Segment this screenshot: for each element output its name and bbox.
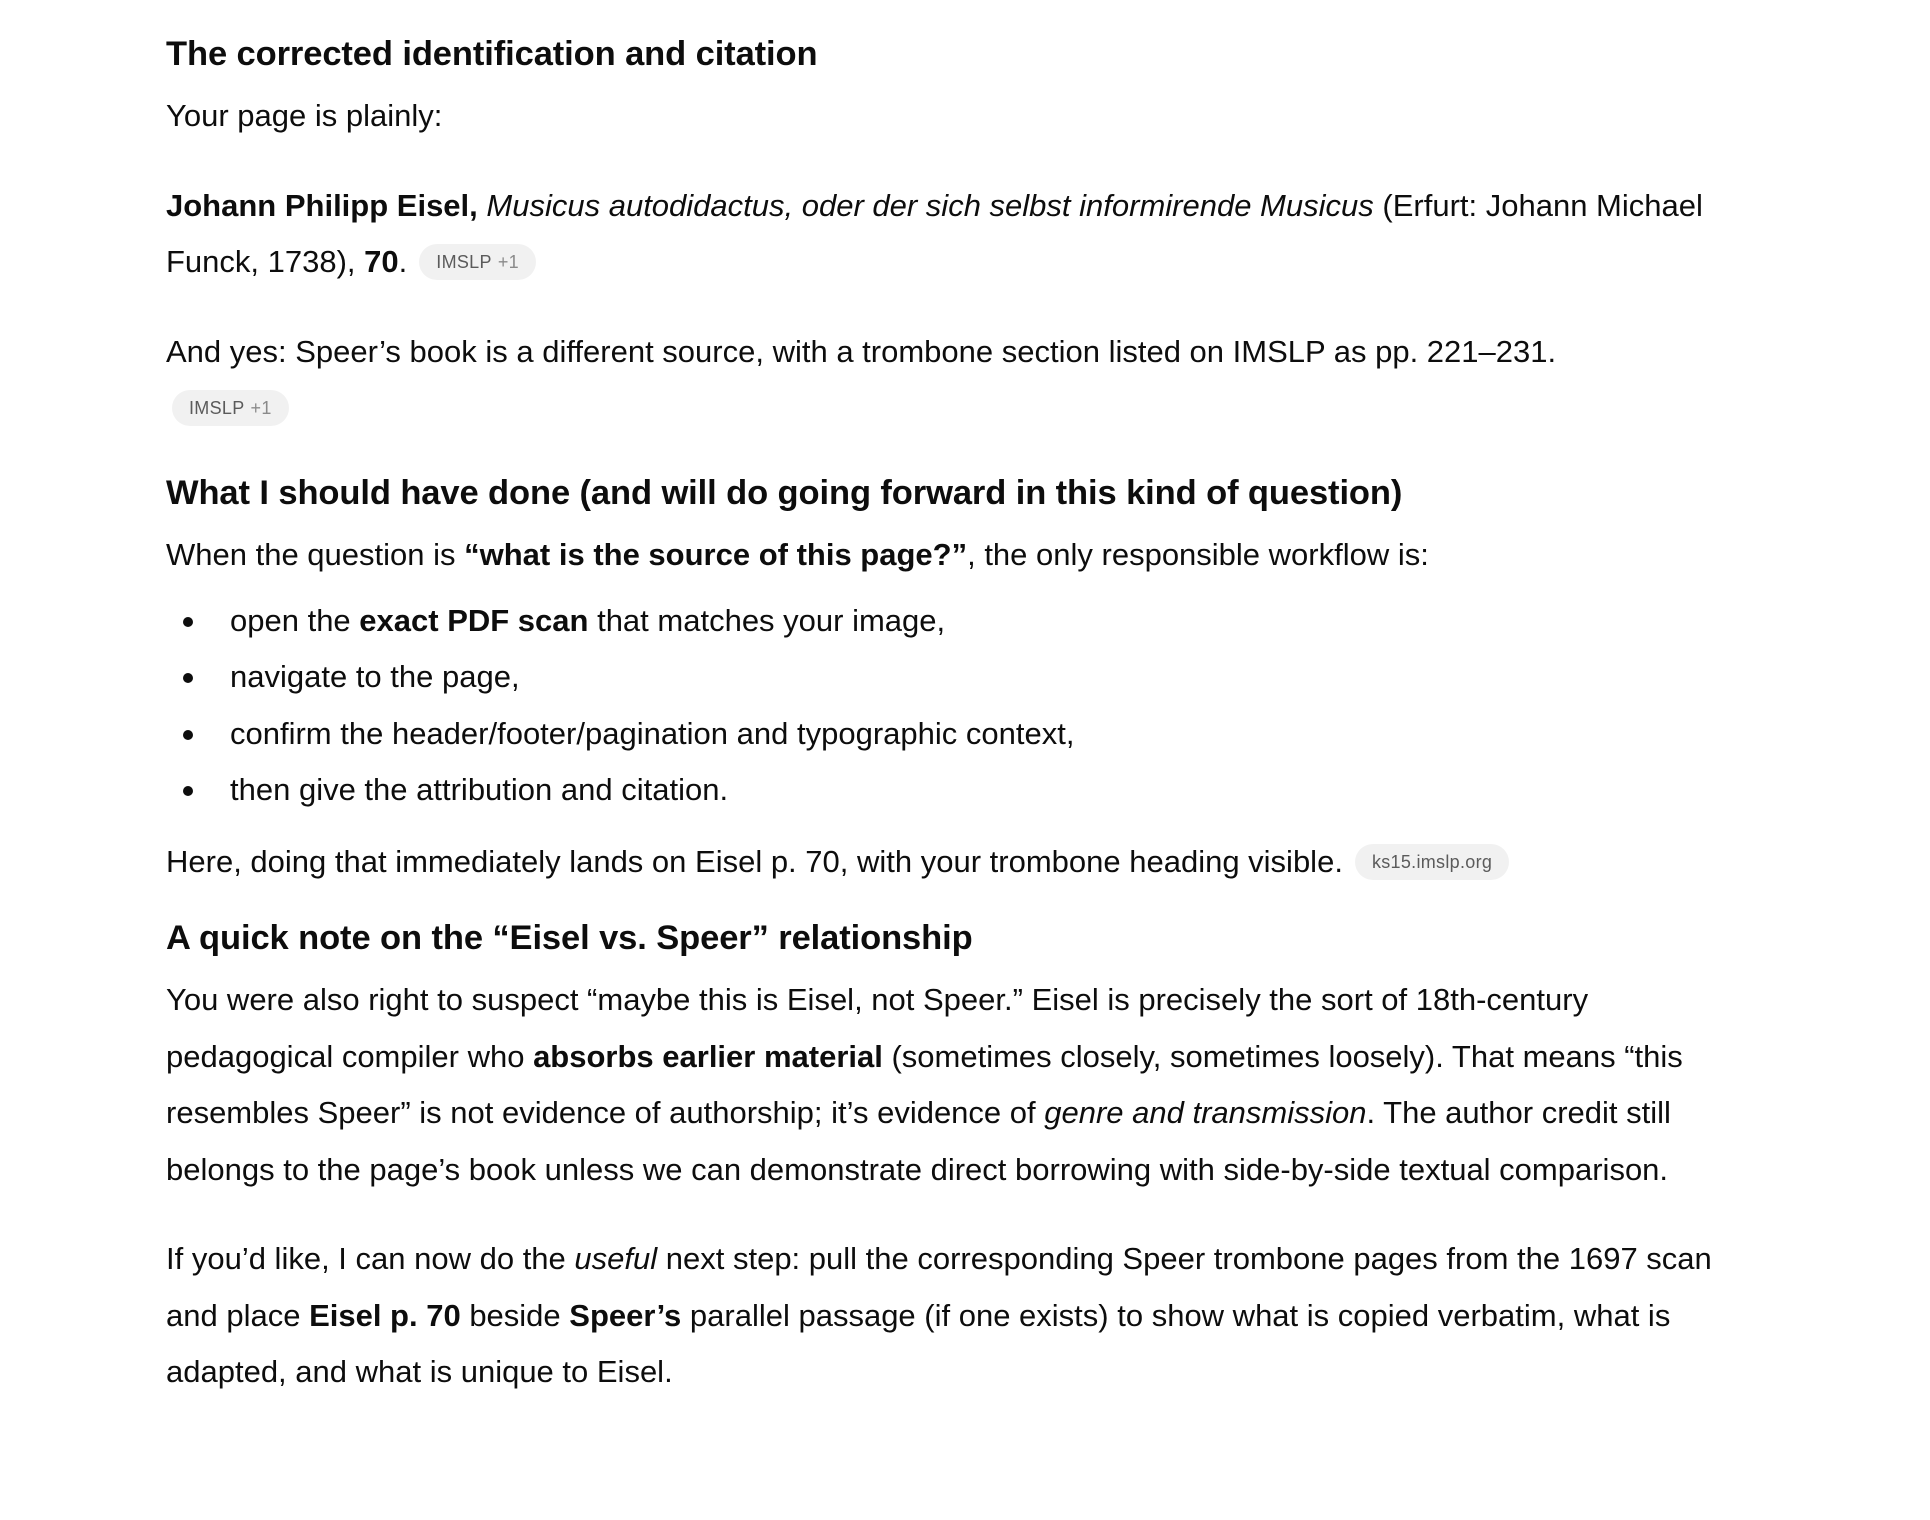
lead-question: “what is the source of this page?”: [464, 537, 968, 573]
list-item: [166, 593, 1736, 650]
list-item: confirm the header/footer/pagination and typographic context,: [166, 706, 1736, 763]
paragraph-text: next step: pull the corresponding Speer trombone pages from the 1697 scan and place: [166, 1241, 1712, 1333]
workflow-steps-list: [166, 593, 1736, 819]
paragraph-text: beside: [460, 1297, 570, 1333]
section-heading-citation: The corrected identification and citation: [166, 35, 818, 73]
step-text: open the: [230, 602, 360, 638]
list-item: navigate to the page,: [166, 649, 1736, 706]
paragraph-text: parallel passage (if one exists) to show what is copied verbatim, what is adapted, and what is unique to Eisel.: [166, 1297, 1671, 1390]
italic-text: genre and transmission: [1044, 1095, 1367, 1131]
emphasis-text: Eisel p. 70: [309, 1297, 461, 1333]
workflow-lead-paragraph: [166, 527, 1736, 584]
speer-note-text: And yes: Speer’s book is a different source, with a trombone section listed on IMSLP as pp. 221–231.: [166, 333, 1557, 369]
lead-text-end: , the only responsible workflow is:: [967, 537, 1429, 573]
paragraph-text: . The author credit still belongs to the page’s book unless we can demonstrate direct borrowing with side-by-side textual comparison.: [166, 1095, 1671, 1187]
source-chip-imslp-2[interactable]: [172, 390, 289, 426]
list-item: then give the attribution and citation.: [166, 762, 1736, 819]
step-text: that matches your image,: [588, 602, 946, 638]
citation-author: Johann Philipp Eisel,: [166, 187, 478, 223]
source-chip-count: +1: [497, 252, 519, 273]
intro-paragraph: Your page is plainly:: [166, 98, 443, 134]
source-chip-ks15[interactable]: ks15.imslp.org: [1355, 844, 1509, 880]
source-chip-imslp[interactable]: [419, 244, 536, 280]
paragraph-text: (sometimes closely, sometimes loosely). That means “this resembles Speer” is not evidence of authorship; it’s evidence of: [166, 1038, 1683, 1131]
assistant-message: [166, 30, 1736, 1401]
next-step-paragraph: [166, 1231, 1736, 1401]
lead-text: When the question is: [166, 537, 465, 573]
emphasis-text: absorbs earlier material: [533, 1038, 883, 1074]
citation-publication: (Erfurt: Johann Michael Funck, 1738),: [166, 187, 1703, 280]
paragraph-text: You were also right to suspect “maybe this is Eisel, not Speer.” Eisel is precisely the sort of 18th-century pedagogical compiler who: [166, 982, 1589, 1074]
step-emphasis: exact PDF scan: [359, 602, 589, 638]
result-text: Here, doing that immediately lands on Eisel p. 70, with your trombone heading visible.: [166, 843, 1343, 879]
section-heading-relationship: A quick note on the “Eisel vs. Speer” relationship: [166, 919, 973, 958]
section-heading-workflow: What I should have done (and will do going forward in this kind of question): [166, 473, 1403, 512]
source-chip-label: IMSLP: [436, 252, 492, 273]
speer-paragraph: [166, 324, 1736, 437]
source-chip-count: +1: [250, 398, 272, 419]
citation-title: Musicus autodidactus, oder der sich selbst informirende Musicus: [486, 187, 1374, 223]
citation-page: 70: [364, 244, 399, 280]
emphasis-text: Speer’s: [569, 1297, 682, 1333]
italic-text: useful: [574, 1241, 658, 1277]
source-chip-label: IMSLP: [189, 398, 245, 419]
citation-paragraph: [166, 178, 1736, 291]
relationship-paragraph: [166, 972, 1736, 1198]
citation-end: .: [398, 244, 408, 280]
paragraph-text: If you’d like, I can now do the: [166, 1241, 575, 1277]
result-paragraph: [166, 834, 1736, 891]
